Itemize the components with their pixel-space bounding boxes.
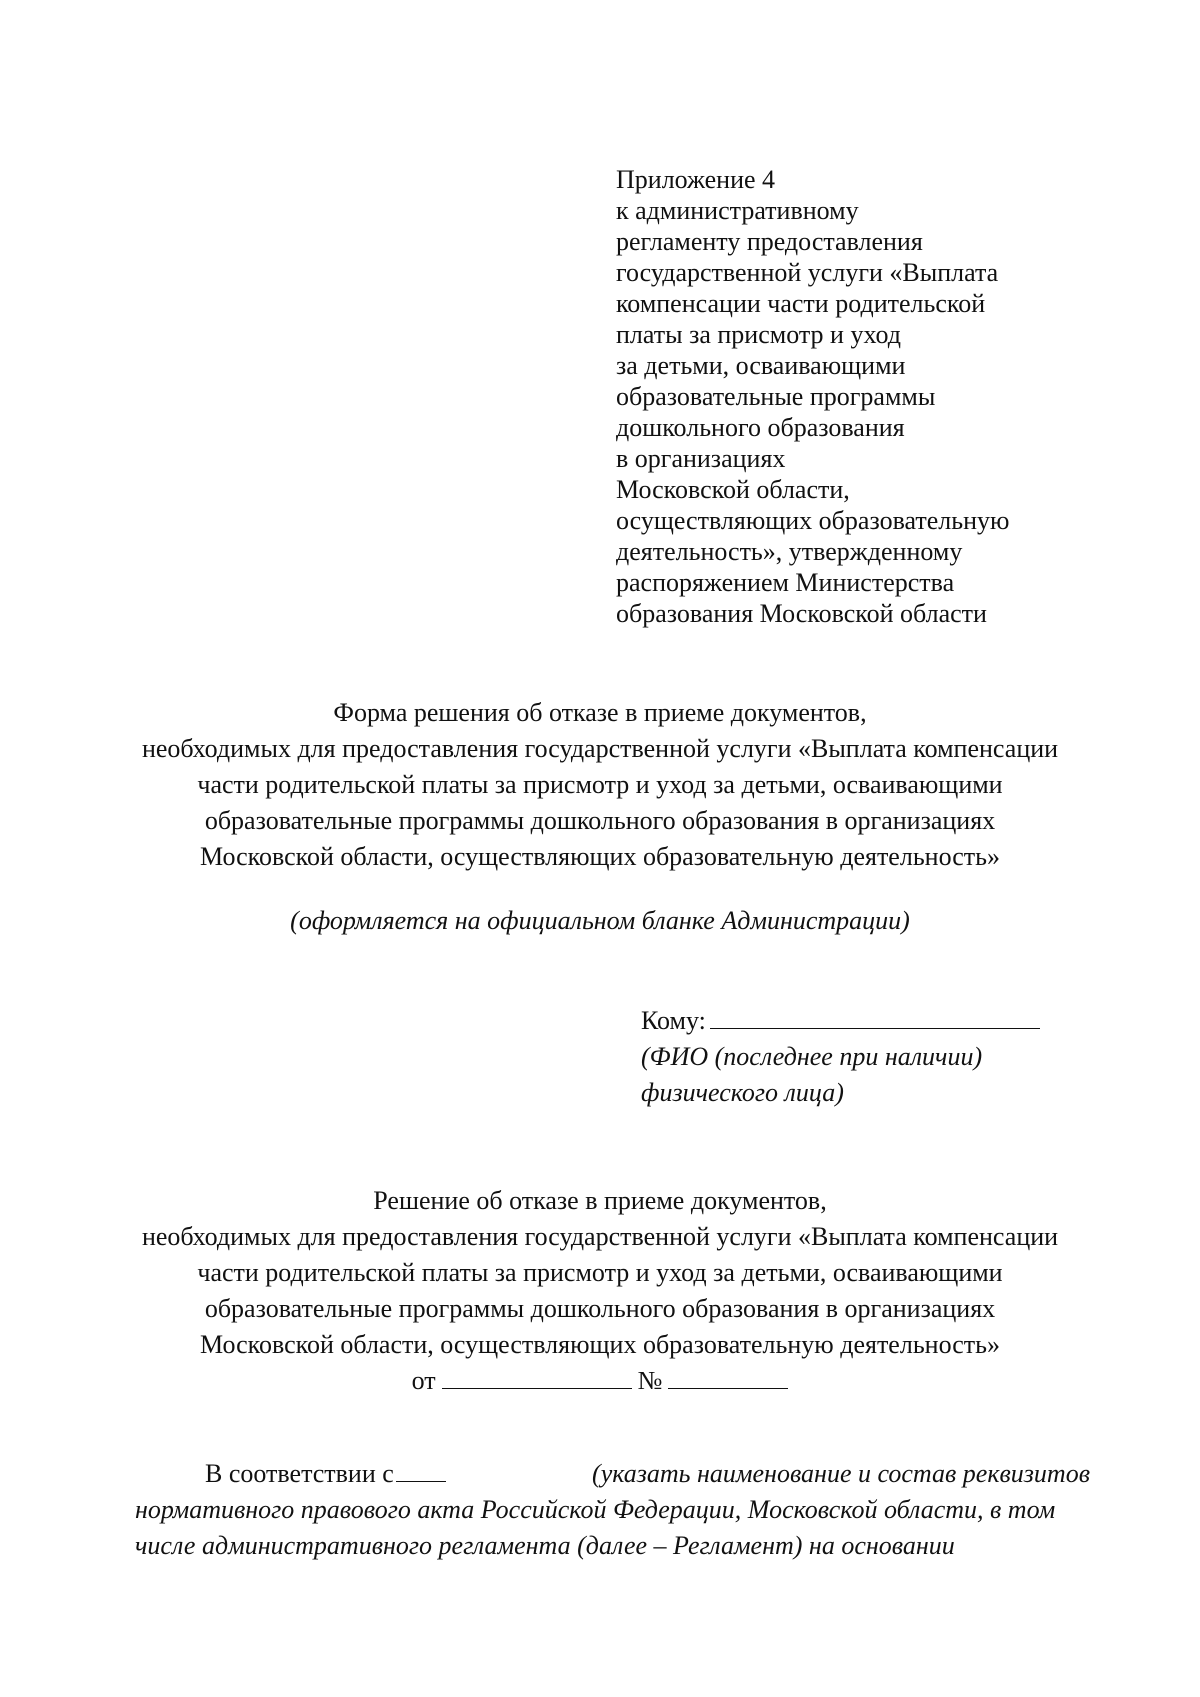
- legal-act-field[interactable]: [396, 1459, 446, 1482]
- decision-title-line: части родительской платы за присмотр и уход за детьми, осваивающими: [197, 1258, 1003, 1287]
- appendix-line: Приложение 4: [616, 165, 776, 194]
- appendix-line: компенсации части родительской: [616, 289, 986, 318]
- recipient-hint: (ФИО (последнее при наличии): [641, 1042, 983, 1071]
- appendix-line: государственной услуги «Выплата: [616, 258, 999, 287]
- decision-title-line: образовательные программы дошкольного образования в организациях: [204, 1294, 996, 1323]
- decision-title-line: необходимых для предоставления государственной услуги «Выплата компенсации: [141, 1222, 1059, 1251]
- number-field[interactable]: [668, 1366, 788, 1389]
- appendix-line: платы за присмотр и уход: [616, 320, 901, 349]
- recipient-block: [641, 1003, 1061, 1111]
- appendix-line: в организациях: [616, 444, 786, 473]
- appendix-line: к административному: [616, 196, 859, 225]
- appendix-line: осуществляющих образовательную: [616, 506, 1010, 535]
- date-field[interactable]: [442, 1366, 632, 1389]
- decision-title-line: Московской области, осуществляющих образовательную деятельность»: [200, 1330, 1000, 1359]
- appendix-line: за детьми, осваивающими: [616, 351, 906, 380]
- form-title-line: части родительской платы за присмотр и уход за детьми, осваивающими: [197, 770, 1003, 799]
- appendix-line: деятельность», утвержденному: [616, 537, 963, 566]
- decision-title: [120, 1183, 1080, 1399]
- body-text-italic: (указать наименование и состав реквизитов: [592, 1459, 1090, 1488]
- recipient-label: Кому:: [641, 1006, 706, 1035]
- date-prefix: от: [411, 1366, 436, 1395]
- form-title-line: образовательные программы дошкольного образования в организациях: [204, 806, 996, 835]
- body-line: числе административного регламента (далее – Регламент) на основании: [135, 1531, 955, 1560]
- decision-title-line: Решение об отказе в приеме документов,: [373, 1186, 827, 1215]
- form-title-line: Форма решения об отказе в приеме документов,: [333, 698, 867, 727]
- body-line: нормативного правового акта Российской Федерации, Московской области, в том: [135, 1495, 1056, 1524]
- form-title: [120, 695, 1080, 875]
- body-line: [135, 1456, 1090, 1492]
- form-title-line: необходимых для предоставления государственной услуги «Выплата компенсации: [141, 734, 1059, 763]
- body-paragraph: [135, 1456, 1090, 1564]
- appendix-line: Московской области,: [616, 475, 850, 504]
- number-sign: №: [637, 1366, 663, 1395]
- appendix-line: образования Московской области: [616, 599, 987, 628]
- appendix-line: дошкольного образования: [616, 413, 905, 442]
- appendix-header: [616, 164, 1036, 629]
- form-title-line: Московской области, осуществляющих образовательную деятельность»: [200, 842, 1000, 871]
- appendix-line: образовательные программы: [616, 382, 936, 411]
- recipient-hint: физического лица): [641, 1078, 844, 1107]
- body-text: В соответствии с: [205, 1459, 394, 1488]
- appendix-line: регламенту предоставления: [616, 227, 923, 256]
- letterhead-note: (оформляется на официальном бланке Администрации): [290, 906, 910, 935]
- recipient-name-field[interactable]: [710, 1006, 1040, 1029]
- date-number-line: [120, 1363, 1080, 1399]
- appendix-line: распоряжением Министерства: [616, 568, 955, 597]
